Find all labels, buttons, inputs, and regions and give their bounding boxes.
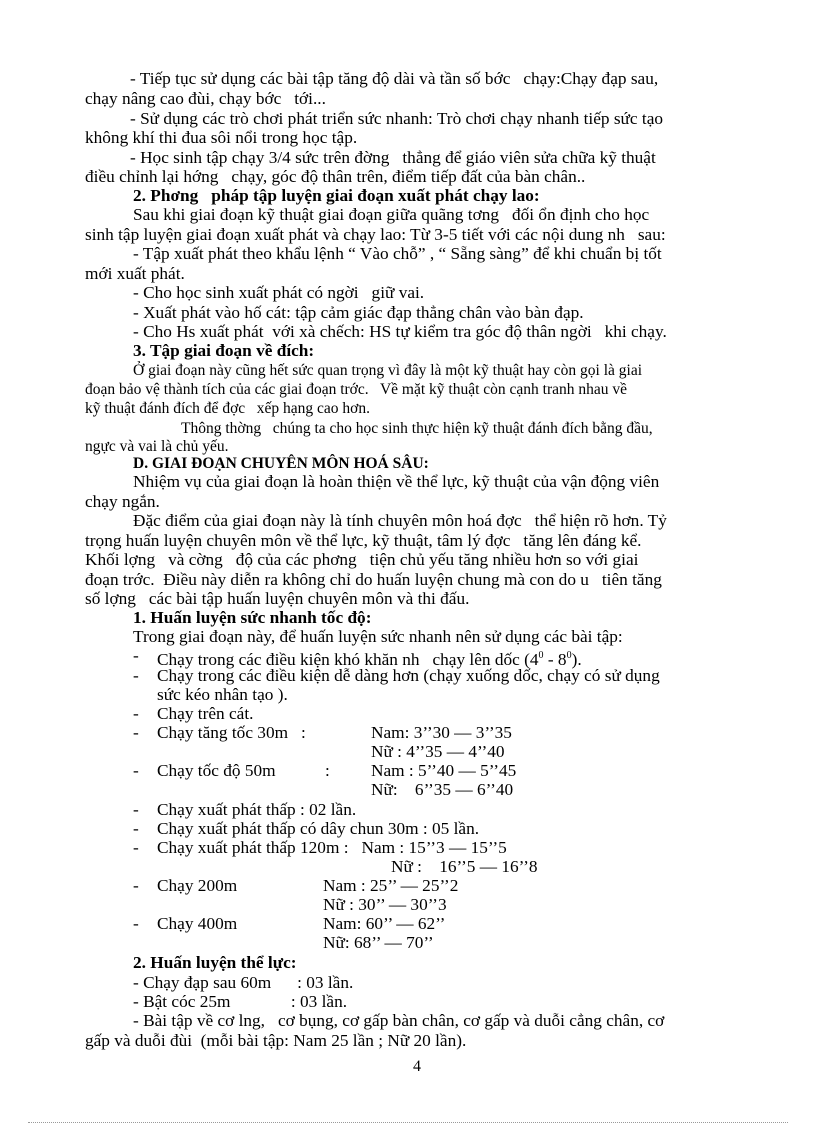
text-line: - Cho học sinh xuất phát có ngời giữ vai.: [133, 283, 425, 302]
text-line: đoạn trớc. Điều này diễn ra không chỉ do huấn luyện chung mà con do u tiên tăng: [85, 570, 662, 589]
list-item-cont: sức kéo nhân tạo ).: [157, 685, 288, 704]
text-line: - Chạy đạp sau 60m : 03 lần.: [133, 973, 354, 992]
section-heading: D. GIAI ĐOẠN CHUYÊN MÔN HOÁ SÂU:: [133, 455, 429, 472]
text-line: - Xuất phát vào hố cát: tập cảm giác đạp thẳng chân vào bàn đạp.: [133, 303, 584, 322]
list-value: Nam: 60’’ — 62’’: [323, 914, 446, 933]
text-line: - Học sinh tập chạy 3/4 sức trên đờng thẳng để giáo viên sửa chữa kỹ thuật: [130, 148, 656, 167]
list-value: Nam : 5’’40 — 5’’45: [371, 761, 517, 780]
text-line: ngực và vai là chủ yếu.: [85, 438, 229, 455]
text-line: số lợng các bài tập huấn luyện chuyên môn và thi đấu.: [85, 589, 470, 608]
list-dash: -: [133, 704, 139, 723]
text-line: mới xuất phát.: [85, 264, 185, 283]
text-line: không khí thi đua sôi nổi trong học tập.: [85, 128, 358, 147]
text-line: chạy nâng cao đùi, chạy bớc tới...: [85, 89, 326, 108]
text-line: Trong giai đoạn này, để huấn luyện sức nhanh nên sử dụng các bài tập:: [133, 627, 623, 646]
list-item: Chạy 400m: [157, 914, 238, 933]
list-value: Nam : 25’’ — 25’’2: [323, 876, 459, 895]
list-dash: -: [133, 666, 139, 685]
page-number: 4: [413, 1058, 421, 1075]
text-line: Đặc điểm của giai đoạn này là tính chuyên môn hoá đợc thể hiện rõ hơn. Tỷ: [133, 511, 667, 530]
list-item: Chạy trên cát.: [157, 704, 254, 723]
list-dash: -: [133, 876, 139, 895]
text-line: trọng huấn luyện chuyên môn về thể lực, kỹ thuật, tâm lý đợc tăng lên đáng kể.: [85, 531, 642, 550]
section-heading: 1. Huấn luyện sức nhanh tốc độ:: [133, 608, 372, 627]
list-dash: -: [133, 800, 139, 819]
list-dash: -: [133, 838, 139, 857]
section-heading: 3. Tập giai đoạn về đích:: [133, 341, 315, 360]
text-line: chạy ngắn.: [85, 492, 160, 511]
list-item: Chạy 200m: [157, 876, 238, 895]
list-item: Chạy xuất phát thấp 120m : Nam : 15’’3 — 15’’5: [157, 838, 507, 857]
list-dash: -: [133, 914, 139, 933]
text-line: - Bài tập về cơ lng, cơ bụng, cơ gấp bàn chân, cơ gấp và duỗi cẳng chân, cơ: [133, 1011, 665, 1030]
text-line: Nhiệm vụ của giai đoạn là hoàn thiện về thể lực, kỹ thuật của vận động viên: [133, 472, 660, 491]
list-value: Nữ : 30’’ — 30’’3: [323, 895, 447, 914]
list-dash: -: [133, 646, 139, 665]
list-colon: :: [325, 761, 330, 780]
section-heading: 2. Phơng pháp tập luyện giai đoạn xuất phát chạy lao:: [133, 186, 540, 205]
text-line: Sau khi giai đoạn kỹ thuật giai đoạn giữa quãng tơng đối ổn định cho học: [133, 205, 650, 224]
list-item: Chạy xuất phát thấp : 02 lần.: [157, 800, 357, 819]
text-line: điều chỉnh lại hớng chạy, góc độ thân trên, điểm tiếp đất của bàn chân..: [85, 167, 586, 186]
text-line: - Sử dụng các trò chơi phát triển sức nhanh: Trò chơi chạy nhanh tiếp sức tạo: [130, 109, 664, 128]
text-line: gấp và duỗi đùi (mỗi bài tập: Nam 25 lần ; Nữ 20 lần).: [85, 1031, 467, 1050]
text-line: Ở giai đoạn này cũng hết sức quan trọng vì đây là một kỹ thuật hay còn gọi là giai: [133, 362, 643, 379]
text-line: kỹ thuật đánh đích để đợc xếp hạng cao hơn.: [85, 400, 370, 417]
list-dash: -: [133, 819, 139, 838]
list-item: Chạy xuất phát thấp có dây chun 30m : 05 lần.: [157, 819, 480, 838]
text-line: - Tiếp tục sử dụng các bài tập tăng độ dài và tần số bớc chạy:Chạy đạp sau,: [130, 69, 659, 88]
text-line: - Cho Hs xuất phát với xà chếch: HS tự kiểm tra góc độ thân ngời khi chạy.: [133, 322, 667, 341]
text-line: Khối lợng và cờng độ của các phơng tiện chủ yếu tăng nhiều hơn so với giai: [85, 550, 639, 569]
list-item: Chạy trong các điều kiện dễ dàng hơn (chạy xuống dốc, chạy có sử dụng: [157, 666, 660, 685]
list-value: Nam: 3’’30 — 3’’35: [371, 723, 512, 742]
text-line: - Tập xuất phát theo khẩu lệnh “ Vào chỗ” , “ Sẵng sàng” để khi chuẩn bị tốt: [133, 244, 662, 263]
text-line: đoạn bảo vệ thành tích của các giai đoạn trớc. Về mặt kỹ thuật còn cạnh tranh nhau về: [85, 381, 628, 398]
list-value: Nữ : 4’’35 — 4’’40: [371, 742, 505, 761]
text-line: - Bật cóc 25m : 03 lần.: [133, 992, 348, 1011]
list-item: Chạy tăng tốc 30m :: [157, 723, 306, 742]
list-item: Chạy tốc độ 50m: [157, 761, 276, 780]
list-value: Nữ : 16’’5 — 16’’8: [391, 857, 538, 876]
list-value: Nữ: 6’’35 — 6’’40: [371, 780, 514, 799]
text-line: sinh tập luyện giai đoạn xuất phát và chạy lao: Từ 3-5 tiết với các nội dung nh sau:: [85, 225, 666, 244]
list-item: Chạy trong các điều kiện khó khăn nh chạy lên dốc $(4^0 - 8^0)$.: [157, 649, 582, 669]
list-dash: -: [133, 723, 139, 742]
list-dash: -: [133, 761, 139, 780]
section-heading: 2. Huấn luyện thể lực:: [133, 953, 297, 972]
list-value: Nữ: 68’’ — 70’’: [323, 933, 434, 952]
text-line: Thông thờng chúng ta cho học sinh thực hiện kỹ thuật đánh đích bằng đầu,: [181, 420, 653, 437]
